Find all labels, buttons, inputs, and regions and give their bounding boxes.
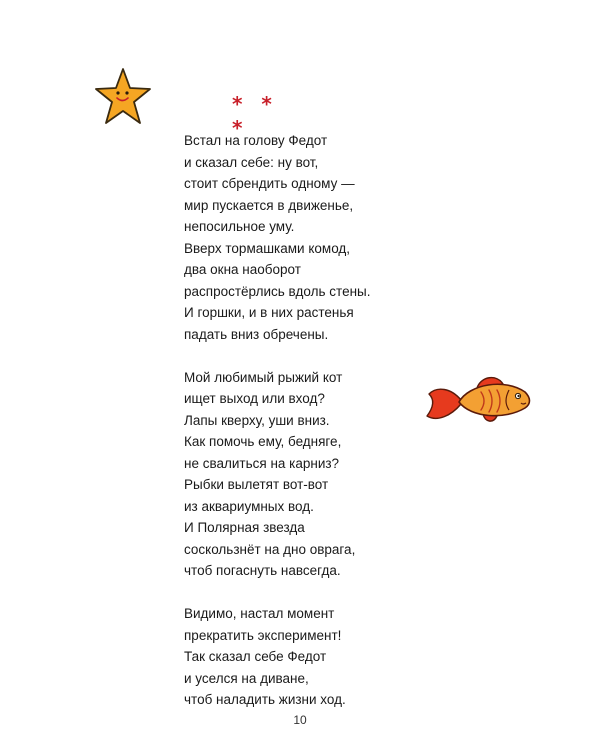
- poem-line: И Полярная звезда: [184, 520, 305, 535]
- fish-pupil: [517, 395, 519, 397]
- poem-line: Вверх тормашками комод,: [184, 240, 351, 256]
- poem: [184, 130, 444, 732]
- poem-line: падать вниз обречены.: [184, 326, 329, 342]
- poem-line: чтоб наладить жизни ход.: [184, 692, 346, 707]
- poem-line: мир пускается в движенье,: [184, 197, 354, 213]
- poem-line: стоит сбрендить одному —: [184, 176, 355, 191]
- poem-line: и уселся на диване,: [184, 670, 309, 686]
- page-number: 10: [293, 713, 307, 727]
- poem-line: распростёрлись вдоль стены.: [184, 283, 371, 299]
- star-left-eye: [116, 91, 119, 94]
- star-right-eye: [125, 91, 128, 94]
- poem-stanza-2: [184, 367, 444, 582]
- star-shape: [96, 69, 150, 123]
- poem-line: Лапы кверху, уши вниз.: [184, 412, 330, 428]
- poem-line: не свалиться на карниз?: [184, 455, 340, 471]
- star-with-face-icon: [92, 66, 154, 128]
- fish-tail: [427, 389, 461, 418]
- poem-stanza-1: [184, 130, 444, 345]
- poem-line: непосильное уму.: [184, 219, 295, 234]
- poem-line: Встал на голову Федот: [184, 133, 328, 148]
- poem-line: Рыбки вылетят вот-вот: [184, 477, 329, 492]
- poem-line: и сказал себе: ну вот,: [184, 154, 319, 170]
- poem-line: прекратить эксперимент!: [184, 627, 342, 643]
- poem-line: Мой любимый рыжий кот: [184, 369, 343, 385]
- poem-line: Как помочь ему, бедняге,: [184, 434, 342, 449]
- goldfish-icon: [425, 370, 535, 428]
- poem-line: два окна наоборот: [184, 262, 301, 277]
- poem-line: И горшки, и в них растенья: [184, 305, 354, 320]
- poem-line: ищет выход или вход?: [184, 391, 325, 406]
- poem-stanza-3: [184, 603, 444, 711]
- poem-line: Видимо, настал момент: [184, 606, 335, 621]
- poem-line: соскользнёт на дно оврага,: [184, 541, 356, 557]
- section-asterisks: * * *: [232, 92, 278, 140]
- fish-body: [459, 384, 530, 415]
- poem-line: из аквариумных вод.: [184, 498, 314, 514]
- poem-line: чтоб погаснуть навсегда.: [184, 563, 341, 578]
- poem-line: Так сказал себе Федот: [184, 649, 327, 664]
